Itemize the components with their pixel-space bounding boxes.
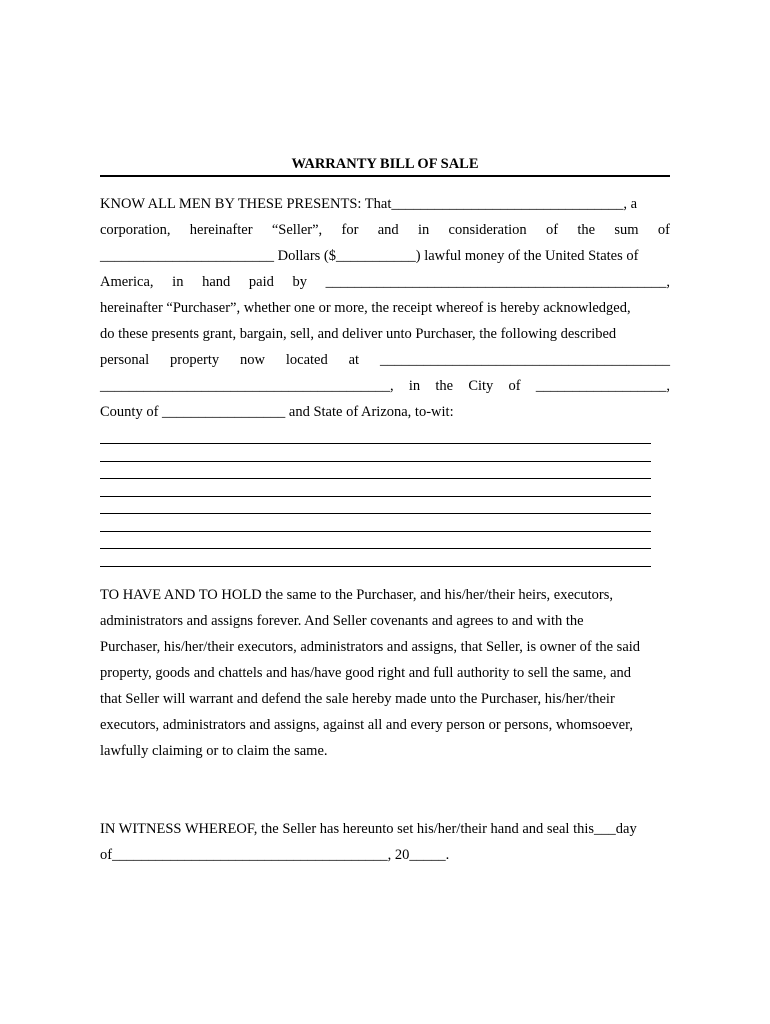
word: of xyxy=(657,222,670,238)
location-blank: ________________________________________ xyxy=(379,352,670,368)
para1-line8 xyxy=(100,377,670,395)
word: at xyxy=(348,352,360,368)
para1-text: ________________________ Dollars ($___________) lawful money of the United States of xyxy=(100,248,639,264)
para1-line3 xyxy=(100,247,670,265)
para3-line2 xyxy=(100,846,670,864)
para1-text: County of _________________ and State of Arizona, to-wit: xyxy=(100,404,454,420)
para1-line6 xyxy=(100,325,670,343)
para1-line2 xyxy=(100,221,670,239)
word: “Seller”, xyxy=(271,222,323,238)
para2-text: administrators and assigns forever. And Seller covenants and agrees to and with the xyxy=(100,613,584,629)
word: hand xyxy=(202,274,231,290)
para2-line6 xyxy=(100,716,670,734)
word: and xyxy=(377,222,399,238)
para1-line5 xyxy=(100,299,670,317)
property-description-line xyxy=(100,548,651,549)
word: of xyxy=(545,222,559,238)
word: the xyxy=(435,378,454,394)
para2-text: Purchaser, his/her/their executors, administrators and assigns, that Seller, is owner of the said xyxy=(100,639,641,655)
word: in xyxy=(408,378,421,394)
word: in xyxy=(417,222,430,238)
word: personal xyxy=(100,352,150,368)
title-underline xyxy=(100,175,670,177)
word: located xyxy=(285,352,328,368)
para2-line2 xyxy=(100,612,670,630)
purchaser-blank: _______________________________________________, xyxy=(325,274,670,290)
property-description-line xyxy=(100,443,651,444)
para1-line9 xyxy=(100,403,670,421)
para2-text: executors, administrators and assigns, against all and every person or persons, whomsoever, xyxy=(100,717,633,733)
para2-text: TO HAVE AND TO HOLD the same to the Purchaser, and his/her/their heirs, executors, xyxy=(100,587,613,603)
property-description-line xyxy=(100,531,651,532)
city-blank: __________________, xyxy=(535,378,670,394)
word: paid xyxy=(248,274,274,290)
word: City xyxy=(468,378,494,394)
property-description-line xyxy=(100,478,651,479)
para3-text: IN WITNESS WHEREOF, the Seller has hereunto set his/her/their hand and seal this___day xyxy=(100,821,637,837)
document-title: WARRANTY BILL OF SALE xyxy=(291,156,479,172)
para1-line4 xyxy=(100,273,670,291)
para2-line4 xyxy=(100,664,670,682)
word: property xyxy=(170,352,220,368)
word: now xyxy=(240,352,265,368)
word: consideration xyxy=(448,222,527,238)
para1-text: KNOW ALL MEN BY THESE PRESENTS: That________________________________, a xyxy=(100,196,638,212)
para3-line1 xyxy=(100,820,670,838)
property-description-line xyxy=(100,496,651,497)
word: of xyxy=(508,378,521,394)
word: hereinafter xyxy=(189,222,253,238)
word: sum xyxy=(614,222,639,238)
para1-text: do these presents grant, bargain, sell, and deliver unto Purchaser, the following described xyxy=(100,326,617,342)
word: corporation, xyxy=(100,222,171,238)
para2-text: property, goods and chattels and has/have good right and full authority to sell the same, and xyxy=(100,665,631,681)
word: the xyxy=(577,222,596,238)
para1-line7 xyxy=(100,351,670,369)
para1-line1 xyxy=(100,195,670,213)
para3-text: of______________________________________, 20_____. xyxy=(100,847,450,863)
word: America, xyxy=(100,274,154,290)
para2-line1 xyxy=(100,586,670,604)
word: in xyxy=(172,274,184,290)
location-blank: ________________________________________, xyxy=(100,378,394,394)
para2-text: that Seller will warrant and defend the sale hereby made unto the Purchaser, his/her/their xyxy=(100,691,615,707)
para2-line7 xyxy=(100,742,670,760)
word: for xyxy=(341,222,359,238)
word: by xyxy=(292,274,307,290)
para2-line3 xyxy=(100,638,670,656)
para2-line5 xyxy=(100,690,670,708)
property-description-line xyxy=(100,513,651,514)
para1-text: hereinafter “Purchaser”, whether one or more, the receipt whereof is hereby acknowledged, xyxy=(100,300,631,316)
property-description-line xyxy=(100,461,651,462)
property-description-line xyxy=(100,566,651,567)
para2-text: lawfully claiming or to claim the same. xyxy=(100,743,328,759)
